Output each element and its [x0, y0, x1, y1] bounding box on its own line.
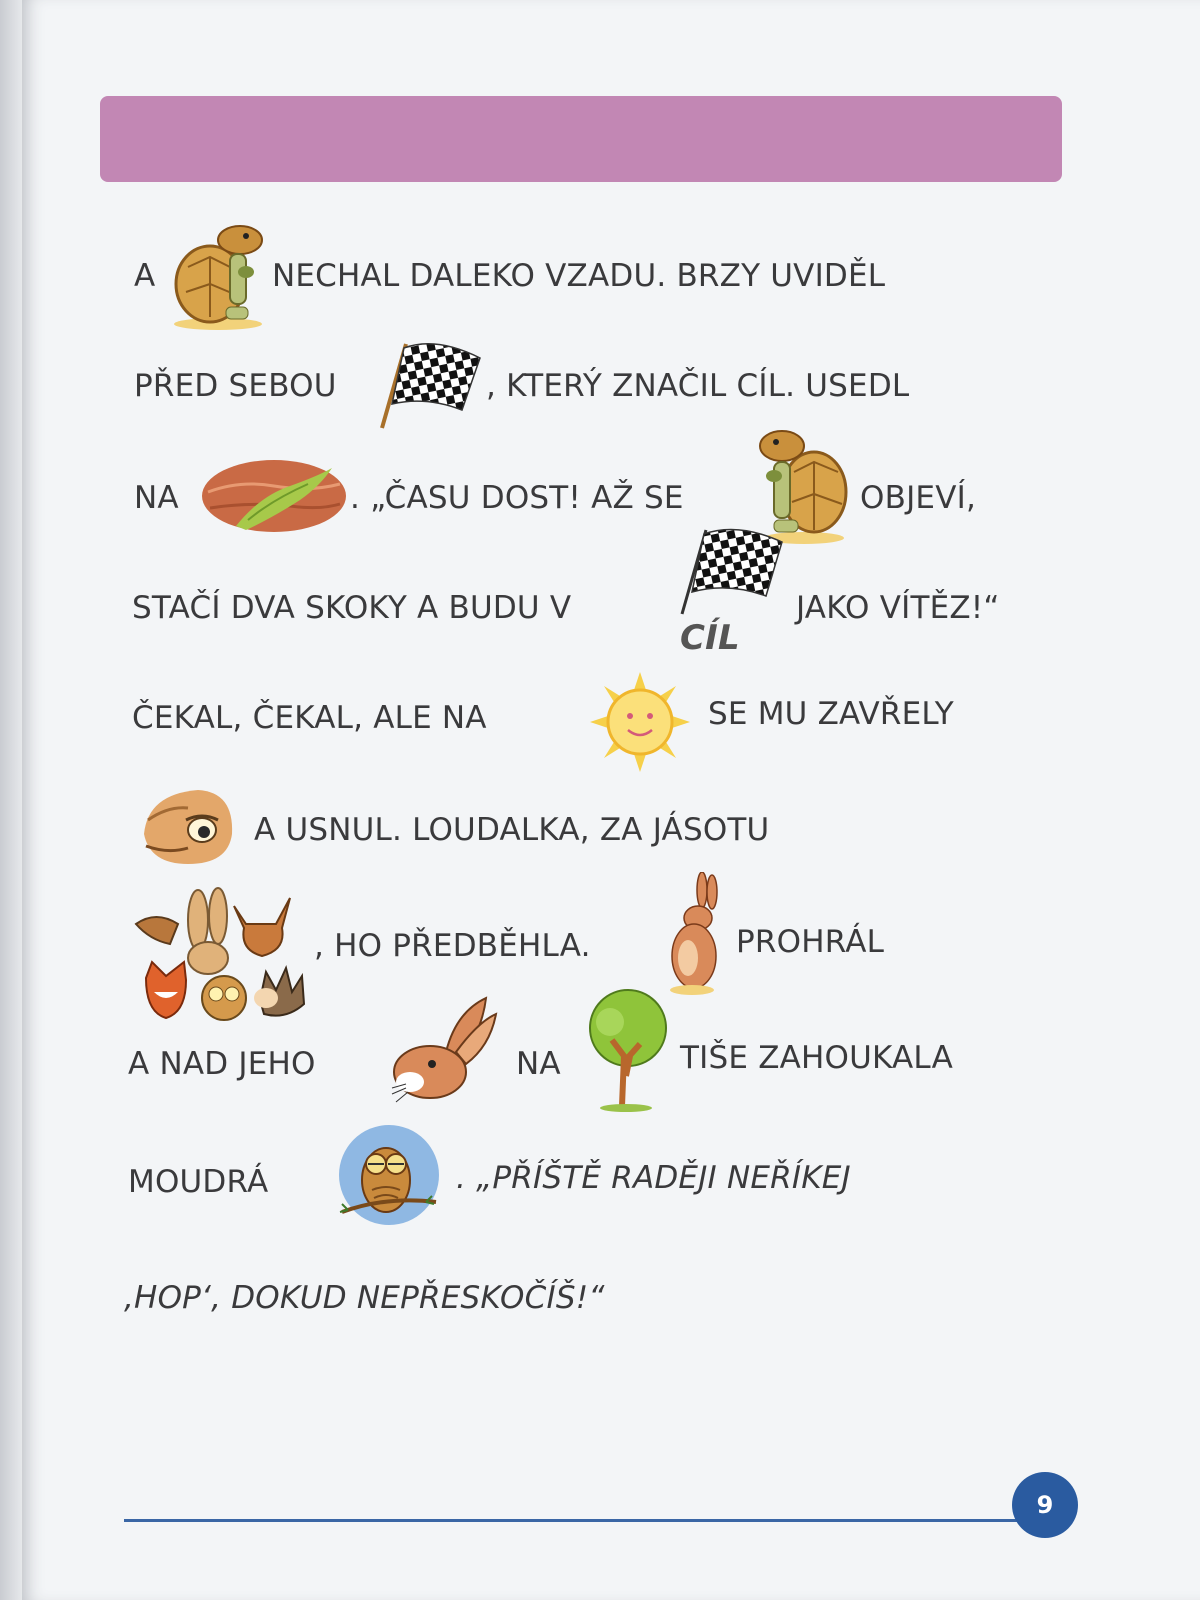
story-text: PROHRÁL	[736, 924, 885, 960]
story-text: STAČÍ DVA SKOKY A BUDU V	[132, 590, 572, 626]
story-text: NECHAL DALEKO VZADU. BRZY UVIDĚL	[272, 258, 886, 294]
story-text: . „PŘÍŠTĚ RADĚJI NEŘÍKEJ	[456, 1160, 851, 1196]
story-text: PŘED SEBOU	[134, 368, 337, 404]
hare-icon	[652, 872, 728, 998]
tree-icon	[586, 986, 670, 1112]
page-number-badge: 9	[1012, 1472, 1078, 1538]
turtle-icon	[168, 212, 270, 330]
header-banner	[100, 96, 1062, 182]
flag-caption: CÍL	[680, 618, 740, 658]
story-text: OBJEVÍ,	[860, 480, 977, 516]
grass-patch-icon	[200, 456, 348, 536]
story-text: ‚HOP‘, DOKUD NEPŘESKOČÍŠ!“	[124, 1280, 605, 1316]
story-text: , HO PŘEDBĚHLA.	[314, 928, 591, 964]
footer-rule	[124, 1519, 1024, 1522]
forest-animals-icon	[126, 880, 316, 1028]
story-text: MOUDRÁ	[128, 1164, 269, 1200]
story-text: NA	[134, 480, 179, 516]
page-edge	[0, 0, 22, 1600]
sun-icon	[588, 670, 692, 774]
story-text: ČEKAL, ČEKAL, ALE NA	[132, 700, 487, 736]
hare-head-icon	[386, 992, 498, 1104]
story-text: , KTERÝ ZNAČIL CÍL. USEDL	[486, 368, 910, 404]
story-text: A NAD JEHO	[128, 1046, 316, 1082]
finish-flag-icon	[676, 526, 786, 616]
story-text: . „ČASU DOST! AŽ SE	[350, 480, 684, 516]
story-text: A	[134, 258, 156, 294]
sleepy-eye-icon	[138, 784, 236, 868]
story-text: NA	[516, 1046, 561, 1082]
story-text: A USNUL. LOUDALKA, ZA JÁSOTU	[254, 812, 770, 848]
owl-icon	[336, 1120, 442, 1230]
story-text: JAKO VÍTĚZ!“	[796, 590, 1000, 626]
story-text: SE MU ZAVŘELY	[708, 696, 954, 732]
checkered-flag-icon	[376, 338, 486, 430]
story-text: TIŠE ZAHOUKALA	[680, 1040, 954, 1076]
